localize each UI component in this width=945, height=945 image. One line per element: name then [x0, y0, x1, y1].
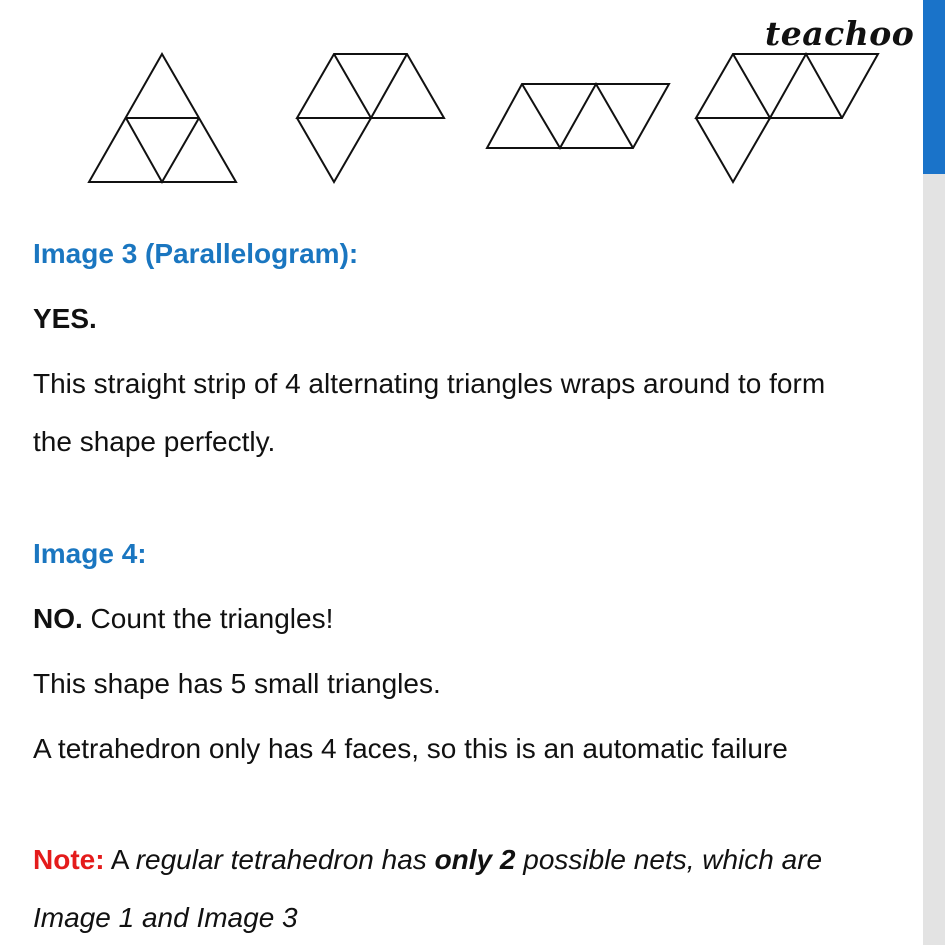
image4-verdict-rest: Count the triangles!	[82, 603, 334, 634]
teachoo-logo: teachoo	[765, 14, 915, 53]
note-line1	[33, 843, 822, 877]
scroll-thumb[interactable]	[923, 0, 945, 174]
net-figure-2	[297, 54, 444, 182]
note-t1: A	[104, 844, 136, 875]
note-t3: only 2	[434, 844, 516, 875]
nets-figures	[0, 0, 920, 200]
image4-verdict-line	[33, 602, 333, 636]
note-line2: Image 1 and Image 3	[33, 902, 298, 933]
net-figure-1	[89, 54, 236, 182]
image4-heading: Image 4:	[33, 538, 147, 569]
image3-text-line2: the shape perfectly.	[33, 426, 276, 457]
image3-text-line1: This straight strip of 4 alternating triangles wraps around to form	[33, 368, 826, 399]
image3-heading: Image 3 (Parallelogram):	[33, 238, 359, 269]
net-figure-3	[487, 84, 669, 148]
note-t2: regular tetrahedron has	[135, 844, 435, 875]
image4-line2: This shape has 5 small triangles.	[33, 668, 441, 699]
slide-scrollbar[interactable]	[923, 0, 945, 945]
note-t4: possible nets, which are	[515, 844, 823, 875]
image4-line3: A tetrahedron only has 4 faces, so this is an automatic failure	[33, 733, 788, 764]
note-label: Note:	[33, 844, 105, 875]
net-figure-4	[696, 54, 878, 182]
image4-verdict: NO.	[33, 603, 83, 634]
image3-verdict: YES.	[33, 303, 97, 334]
